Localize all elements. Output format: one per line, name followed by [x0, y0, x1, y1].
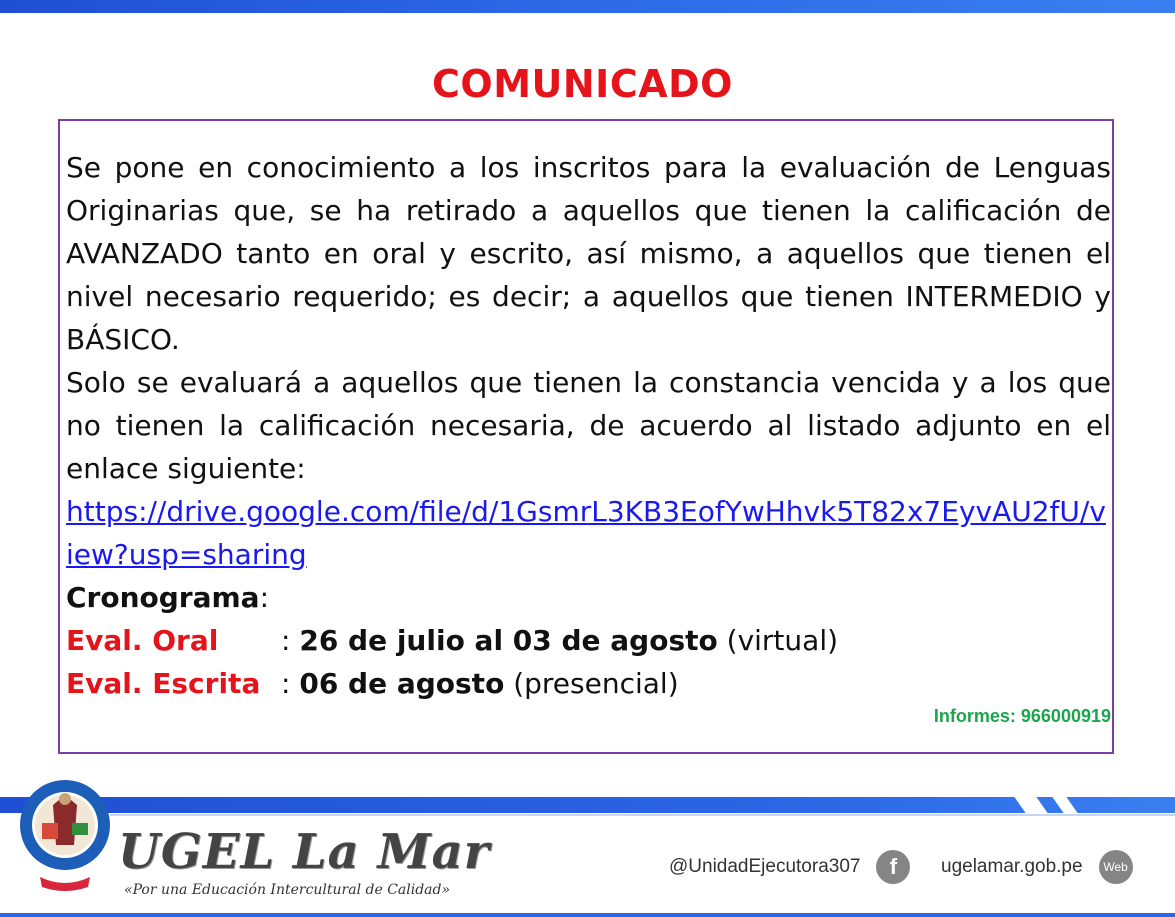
top-banner-bar — [0, 0, 1175, 13]
notice-paragraph-1: Se pone en conocimiento a los inscritos para la evaluación de Lenguas Originarias que, se ha retirado a aquellos que tienen la calificación de AVANZADO tanto en oral y escrito, así mismo, a aquellos que tienen el nivel necesario requerido; es decir; a aquellos que tienen INTERMEDIO y BÁSICO. — [66, 151, 1111, 356]
schedule-label: Eval. Escrita — [66, 667, 261, 700]
page-title: COMUNICADO — [432, 62, 733, 106]
ugel-seal-logo — [18, 765, 113, 895]
facebook-handle[interactable]: @UnidadEjecutora307 — [669, 856, 861, 877]
schedule-row-escrita — [66, 662, 1111, 705]
informes-phone: Informes: 966000919 — [933, 706, 1111, 726]
cronograma-label: Cronograma — [66, 581, 260, 614]
drive-link[interactable]: https://drive.google.com/file/d/1GsmrL3KB3EofYwHhvk5T82x7EyvAU2fU/view?usp=sharing — [66, 495, 1106, 571]
brand-name: UGEL La Mar — [118, 824, 490, 880]
schedule-mode: (presencial) — [504, 667, 679, 700]
website-contact[interactable] — [941, 850, 1133, 884]
schedule-label: Eval. Oral — [66, 624, 219, 657]
schedule-row-oral — [66, 619, 1111, 662]
brand-slogan: «Por una Educación Intercultural de Calidad» — [124, 882, 451, 898]
facebook-icon[interactable]: f — [876, 850, 910, 884]
cronograma-heading — [66, 576, 1111, 619]
web-icon[interactable]: Web — [1099, 850, 1133, 884]
schedule-date: 06 de agosto — [299, 667, 505, 700]
schedule-separator: : — [281, 667, 300, 700]
notice-body — [66, 146, 1111, 705]
schedule-separator: : — [281, 624, 300, 657]
schedule-detail — [281, 662, 679, 705]
cronograma-colon: : — [259, 581, 270, 614]
schedule-date: 26 de julio al 03 de agosto — [299, 624, 718, 657]
facebook-contact[interactable] — [669, 850, 910, 884]
footer-thin-line — [110, 814, 1175, 816]
bottom-border-line — [0, 913, 1175, 917]
footer-band — [0, 797, 1175, 813]
website-url[interactable]: ugelamar.gob.pe — [941, 856, 1083, 877]
schedule-mode: (virtual) — [717, 624, 839, 657]
notice-paragraph-2: Solo se evaluará a aquellos que tienen la constancia vencida y a los que no tienen la calificación necesaria, de acuerdo al listado adjunto en el enlace siguiente: — [66, 366, 1111, 485]
schedule-detail — [281, 619, 838, 662]
